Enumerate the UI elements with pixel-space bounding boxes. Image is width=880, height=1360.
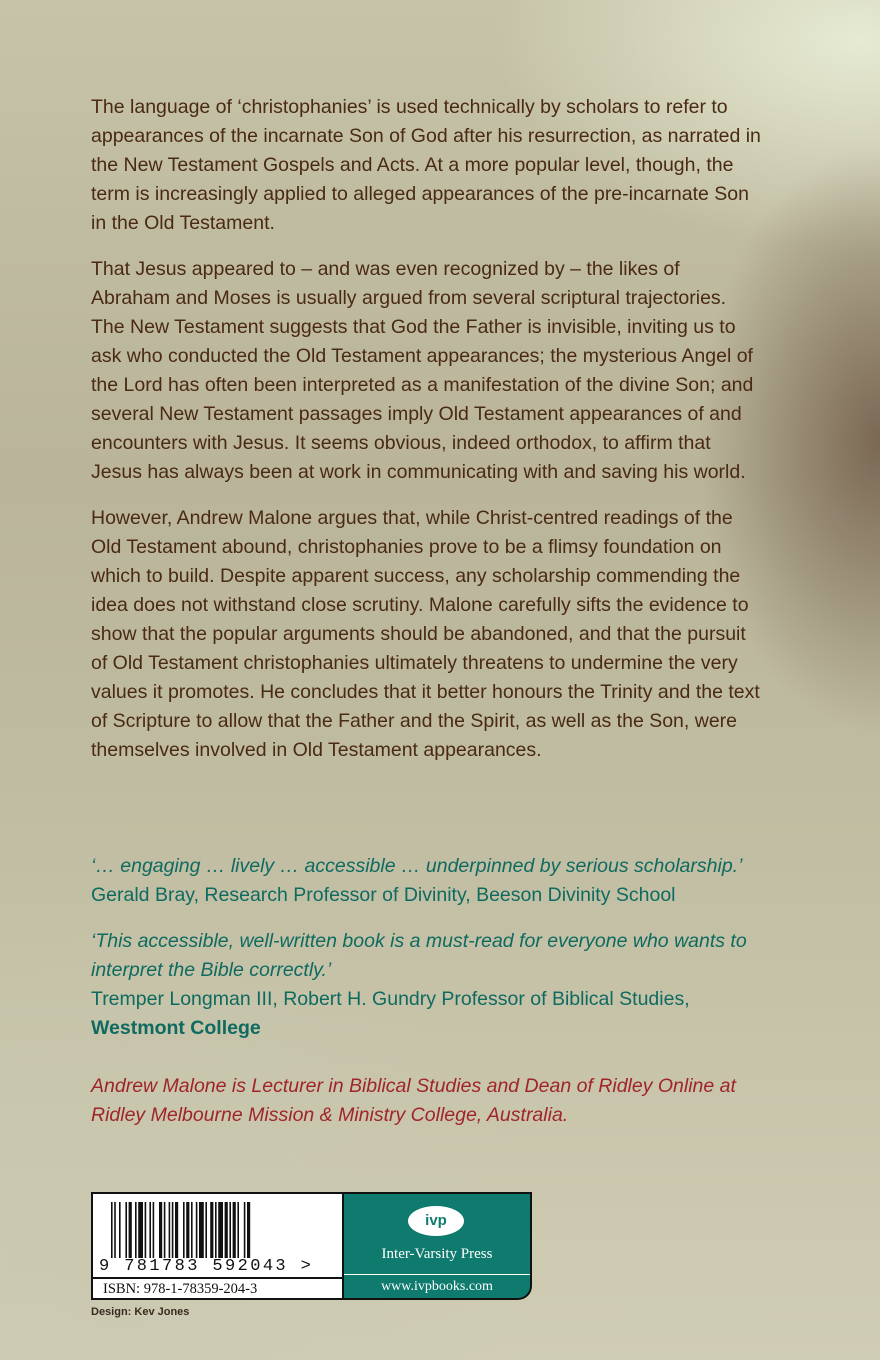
- barcode-panel: [91, 1192, 344, 1300]
- publisher-panel: [344, 1192, 532, 1300]
- endorsement: [91, 852, 771, 910]
- barcode-digits: 9 781783 592043 >: [99, 1257, 314, 1276]
- blurb-paragraph-2: That Jesus appeared to – and was even recognized by – the likes of Abraham and Moses is usually argued from several scriptural trajectories. The New Testament suggests that God the Father is invisible, inviting us to ask who conducted the Old Testament appearances; the mysterious Angel of the Lord has often been interpreted as a manifestation of the divine Son; and several New Testament passages imply Old Testament appearances of and encounters with Jesus. It seems obvious, indeed orthodox, to affirm that Jesus has always been at work in communicating with and saving his world.: [91, 258, 754, 483]
- blurb: [91, 93, 761, 782]
- barcode-graphic: [111, 1202, 341, 1260]
- endorsement-quote: ‘… engaging … lively … accessible … underpinned by serious scholarship.’: [91, 855, 743, 877]
- endorsement-quote: ‘This accessible, well-written book is a must-read for everyone who wants to interpret the Bible correctly.’: [91, 930, 747, 981]
- blurb-paragraph-1: The language of ‘christophanies’ is used technically by scholars to refer to appearances of the incarnate Son of God after his resurrection, as narrated in the New Testament Gospels and Acts. At a more popular level, though, the term is increasingly applied to alleged appearances of the pre-incarnate Son in the Old Testament.: [91, 96, 761, 234]
- endorsement: [91, 927, 771, 1043]
- blurb-paragraph-3: However, Andrew Malone argues that, while Christ-centred readings of the Old Testament abound, christophanies prove to be a flimsy foundation on which to build. Despite apparent success, any scholarship commending the idea does not withstand close scrutiny. Malone carefully sifts the evidence to show that the popular arguments should be abandoned, and that the pursuit of Old Testament christophanies ultimately threatens to undermine the very values it promotes. He concludes that it better honours the Trinity and the text of Scripture to allow that the Father and the Spirit, as well as the Son, were themselves involved in Old Testament appearances.: [91, 507, 760, 761]
- author-bio: Andrew Malone is Lecturer in Biblical Studies and Dean of Ridley Online at Ridley Melbourne Mission & Ministry College, Australia.: [91, 1075, 736, 1126]
- publisher-name: Inter-Varsity Press: [381, 1246, 493, 1262]
- endorsement-attribution: Gerald Bray, Research Professor of Divinity, Beeson Divinity School: [91, 884, 676, 906]
- ivp-logo: ivp: [408, 1206, 464, 1236]
- publisher-website: www.ivpbooks.com: [344, 1274, 530, 1301]
- endorsement-attribution: Tremper Longman III, Robert H. Gundry Professor of Biblical Studies,: [91, 988, 690, 1010]
- design-credit: Design: Kev Jones: [91, 1306, 190, 1318]
- isbn-label: ISBN: 978-1-78359-204-3: [93, 1277, 342, 1298]
- endorsements: [91, 852, 771, 1060]
- endorsement-attribution-institution: Westmont College: [91, 1017, 261, 1039]
